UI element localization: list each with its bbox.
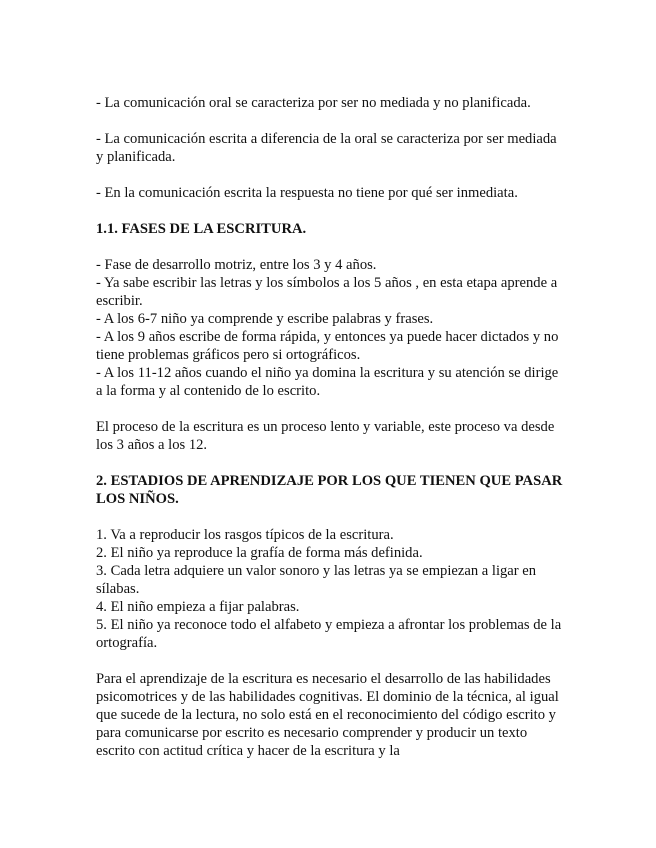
list-item: - A los 11-12 años cuando el niño ya domina la escritura y su atención se dirige a la forma y al contenido de lo escrito. <box>96 365 559 399</box>
list-item: - A los 9 años escribe de forma rápida, y entonces ya puede hacer dictados y no tiene problemas gráficos pero si ortográficos. <box>96 329 559 363</box>
list-item: 5. El niño ya reconoce todo el alfabeto y empieza a afrontar los problemas de la ortografía. <box>96 617 562 651</box>
fases-list <box>96 256 566 400</box>
intro-paragraph-oral: - La comunicación oral se caracteriza por ser no mediada y no planificada. <box>96 95 531 111</box>
section-heading-estadios: 2. ESTADIOS DE APRENDIZAJE POR LOS QUE TIENEN QUE PASAR LOS NIÑOS. <box>96 473 563 507</box>
section-heading-fases: 1.1. FASES DE LA ESCRITURA. <box>96 221 307 237</box>
list-item: - Fase de desarrollo motriz, entre los 3 y 4 años. <box>96 257 377 273</box>
list-item: - A los 6-7 niño ya comprende y escribe palabras y frases. <box>96 311 434 327</box>
estadios-closing-paragraph: Para el aprendizaje de la escritura es necesario el desarrollo de las habilidades psicomotrices y de las habilidades cognitivas. El dominio de la técnica, al igual que sucede de la lectura, no solo está en el reconocimiento del código escrito y para comunicarse por escrito es necesario comprender y producir un texto escrito con actitud crítica y hacer de la escritura y la <box>96 671 559 759</box>
estadios-list <box>96 526 566 652</box>
intro-paragraph-written: - La comunicación escrita a diferencia de la oral se caracteriza por ser mediada y planificada. <box>96 131 557 165</box>
list-item: - Ya sabe escribir las letras y los símbolos a los 5 años , en esta etapa aprende a escribir. <box>96 275 558 309</box>
list-item: 2. El niño ya reproduce la grafía de forma más definida. <box>96 545 423 561</box>
list-item: 4. El niño empieza a fijar palabras. <box>96 599 300 615</box>
fases-closing-paragraph: El proceso de la escritura es un proceso lento y variable, este proceso va desde los 3 años a los 12. <box>96 419 555 453</box>
list-item: 1. Va a reproducir los rasgos típicos de la escritura. <box>96 527 394 543</box>
intro-paragraph-response: - En la comunicación escrita la respuesta no tiene por qué ser inmediata. <box>96 185 518 201</box>
list-item: 3. Cada letra adquiere un valor sonoro y las letras ya se empiezan a ligar en sílabas. <box>96 563 537 597</box>
document-page <box>96 94 566 778</box>
